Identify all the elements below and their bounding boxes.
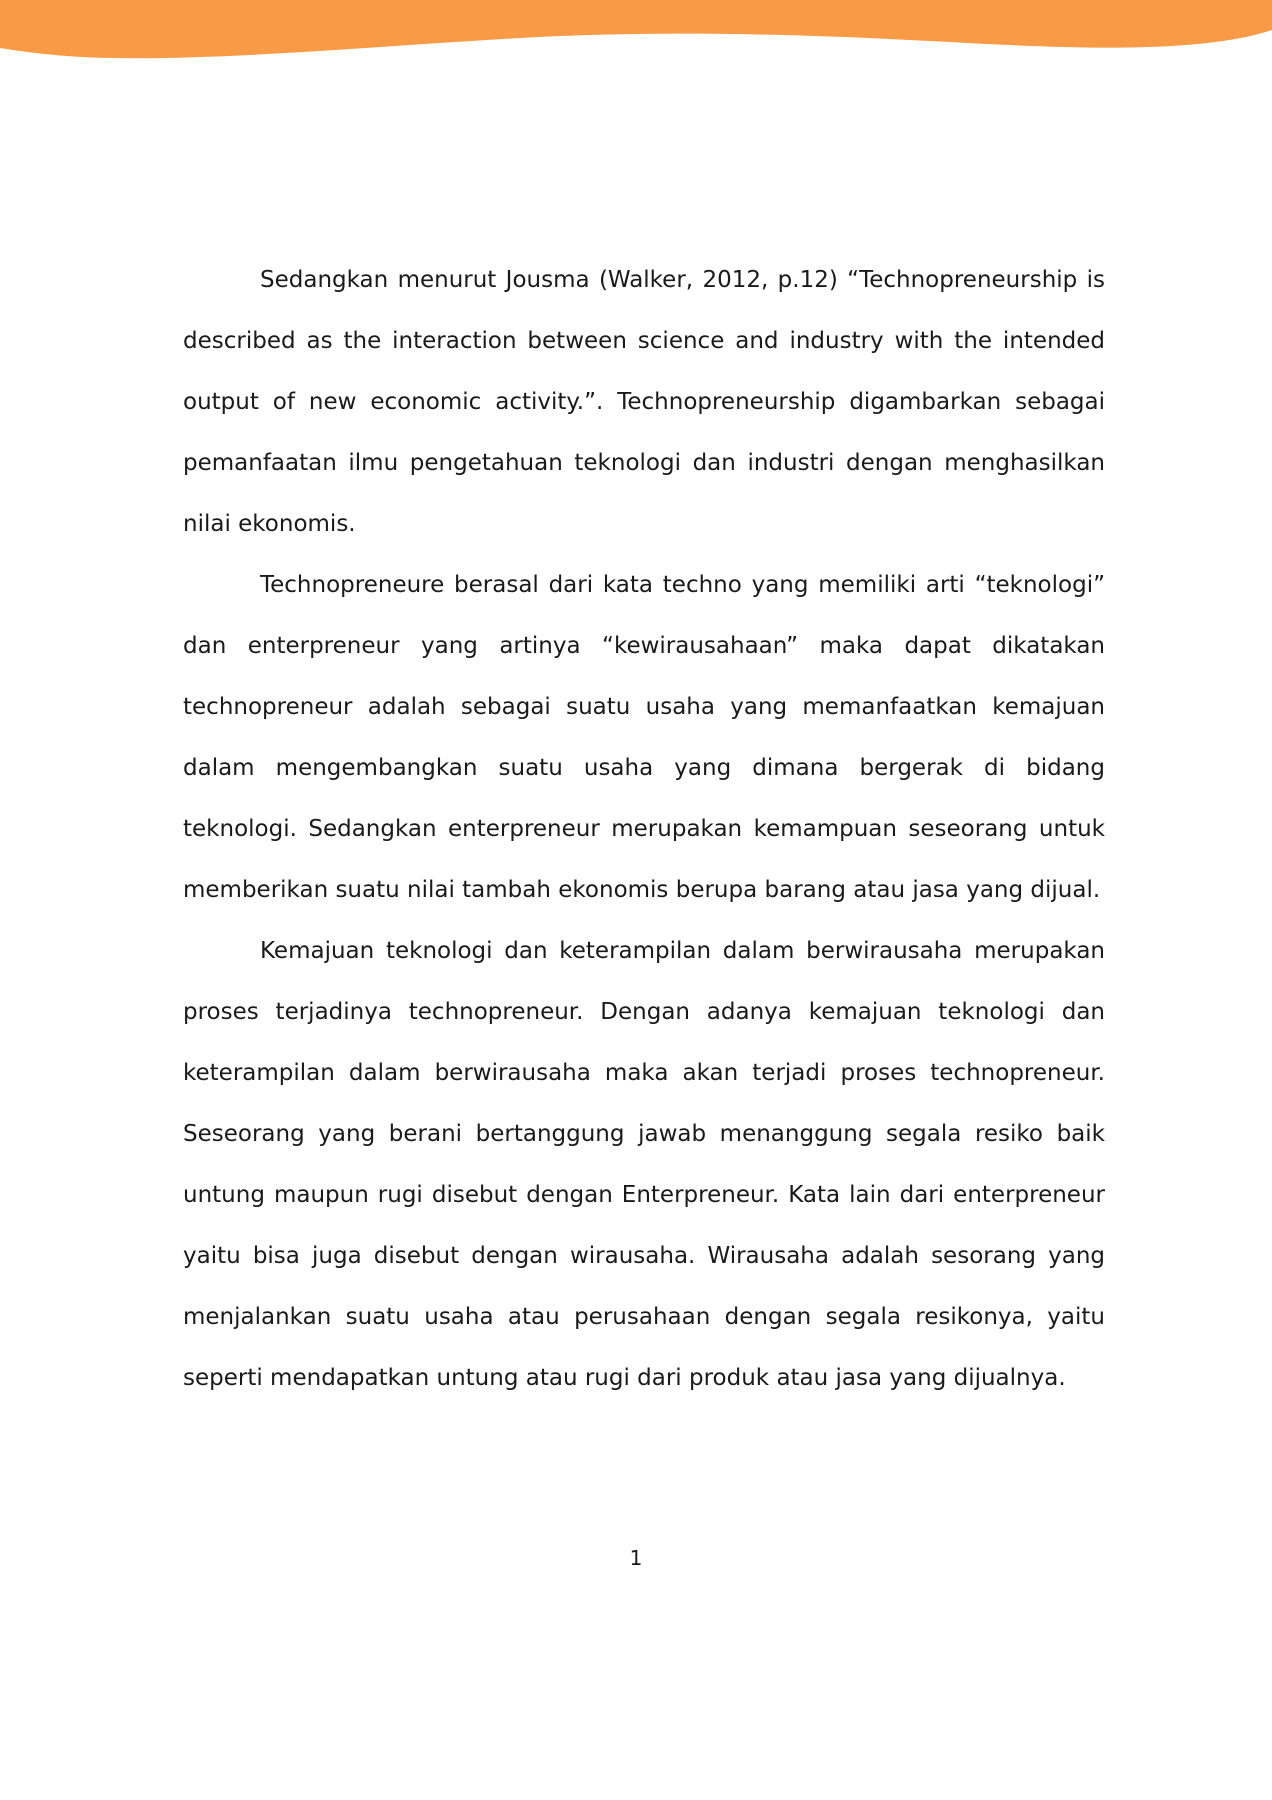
page-number: 1 [629, 1546, 643, 1570]
document-body [183, 250, 1105, 1409]
orange-wave-shape [0, 0, 1272, 58]
paragraph-1: Sedangkan menurut Jousma (Walker, 2012, p.12) “Technopreneurship is described as the interaction between science and industry with the intended output of new economic activity.”. Technopreneurship digambarkan sebagai pemanfaatan ilmu pengetahuan teknologi dan industri dengan menghasilkan nilai ekonomis. [183, 267, 1105, 537]
top-orange-wave-decoration [0, 0, 1272, 70]
paragraph-3: Kemajuan teknologi dan keterampilan dalam berwirausaha merupakan proses terjadinya technopreneur. Dengan adanya kemajuan teknologi dan keterampilan dalam berwirausaha maka akan terjadi proses technopreneur. Seseorang yang berani bertanggung jawab menanggung segala resiko baik untung maupun rugi disebut dengan Enterpreneur. Kata lain dari enterpreneur yaitu bisa juga disebut dengan wirausaha. Wirausaha adalah sesorang yang menjalankan suatu usaha atau perusahaan dengan segala resikonya, yaitu seperti mendapatkan untung atau rugi dari produk atau jasa yang dijualnya. [183, 938, 1105, 1391]
paragraph-2: Technopreneure berasal dari kata techno yang memiliki arti “teknologi” dan enterpreneur yang artinya “kewirausahaan” maka dapat dikatakan technopreneur adalah sebagai suatu usaha yang memanfaatkan kemajuan dalam mengembangkan suatu usaha yang dimana bergerak di bidang teknologi. Sedangkan enterpreneur merupakan kemampuan seseorang untuk memberikan suatu nilai tambah ekonomis berupa barang atau jasa yang dijual. [183, 572, 1105, 903]
